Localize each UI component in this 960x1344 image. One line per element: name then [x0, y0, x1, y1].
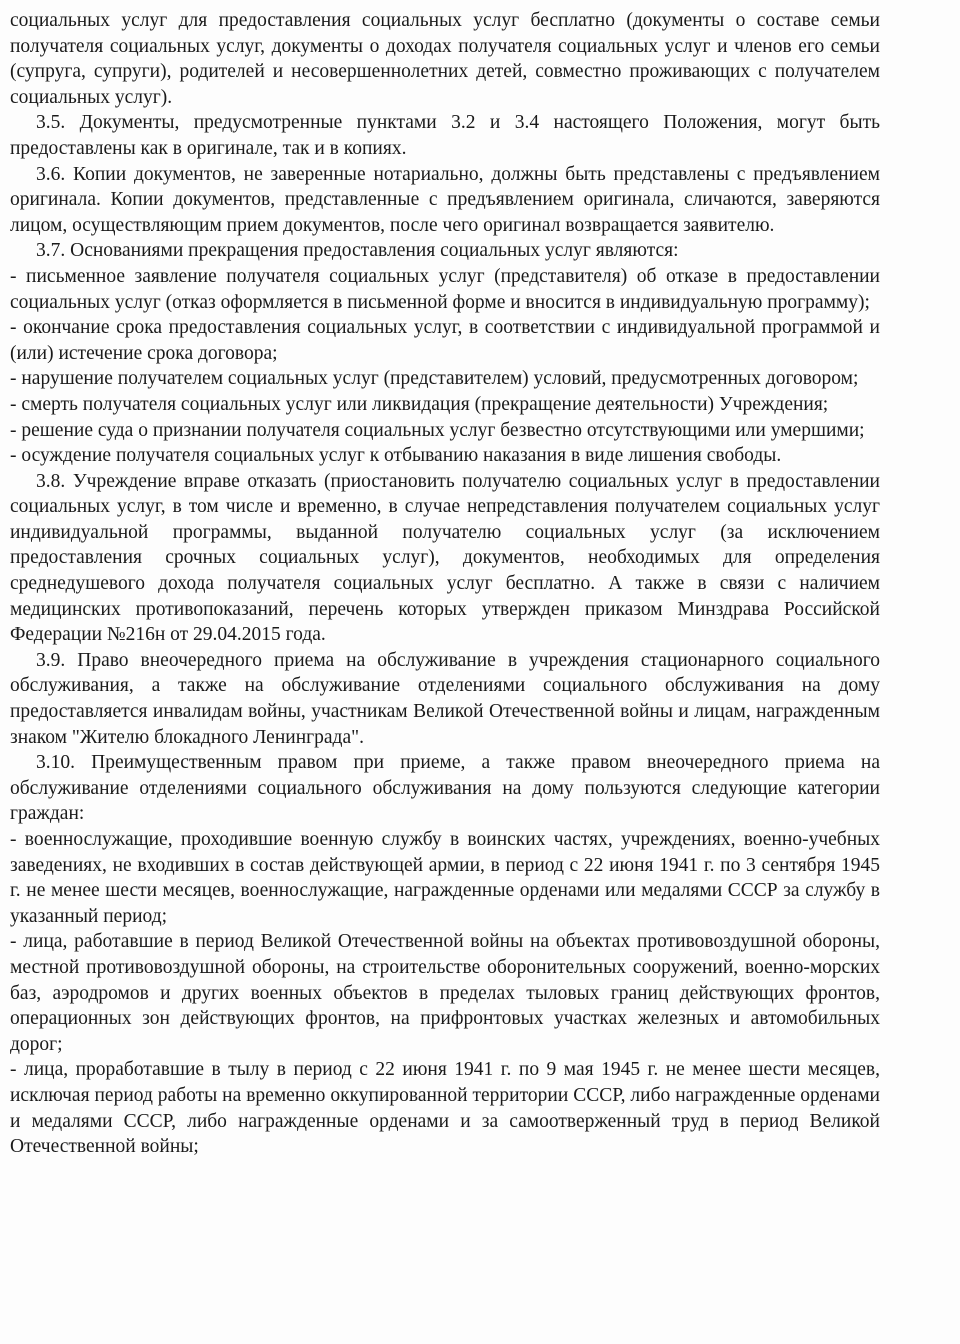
list-item-court-decision: - решение суда о признании получателя социальных услуг безвестно отсутствующими или умершими;	[10, 419, 865, 441]
list-item-written-statement: - письменное заявление получателя социальных услуг (представителя) об отказе в предоставлении социальных услуг (отказ оформляется в письменной форме и вносится в индивидуальную программу);	[10, 265, 880, 313]
list-item-term-end: - окончание срока предоставления социальных услуг, в соответствии с индивидуальной программой и (или) истечение срока договора;	[10, 317, 880, 364]
paragraph-3-9: 3.9. Право внеочередного приема на обслуживание в учреждения стационарного социального обслуживания, а также на обслуживание отделениями социального обслуживания на дому предоставляется инвалидам войны, участникам Великой Отечественной войны и лицам, награжденным знаком "Жителю блокадного Ленинграда".	[10, 649, 880, 748]
paragraph-3-5: 3.5. Документы, предусмотренные пунктами 3.2 и 3.4 настоящего Положения, могут быть предоставлены как в оригинале, так и в копиях.	[10, 112, 880, 159]
paragraph-3-6: 3.6. Копии документов, не заверенные нотариально, должны быть представлены с предъявлением оригинала. Копии документов, представленные с предъявлением оригинала, сличаются, заверяются лицом, осуществляющим прием документов, после чего оригинал возвращается заявителю.	[10, 163, 880, 236]
list-item-contract-violation: - нарушение получателем социальных услуг (представителем) условий, предусмотренных договором;	[10, 368, 859, 390]
list-item-death-liquidation: - смерть получателя социальных услуг или ликвидация (прекращение деятельности) Учреждения;	[10, 393, 829, 415]
list-item-air-defense-workers: - лица, работавшие в период Великой Отечественной войны на объектах противовоздушной обороны, местной противовоздушной обороны, на строительстве оборонительных сооружений, военно-морских баз, аэродромов и других военных объектов в пределах тыловых границ действующих фронтов, операционных зон действующих фронтов, на прифронтовых участках железных и автомобильных дорог;	[10, 931, 880, 1055]
paragraph-3-7: 3.7. Основаниями прекращения предоставления социальных услуг являются:	[36, 240, 679, 262]
list-item-home-front-workers: - лица, проработавшие в тылу в период с 22 июня 1941 г. по 9 мая 1945 г. не менее шести месяцев, исключая период работы на временно оккупированной территории СССР, либо награжденные орденами и медалями СССР, либо награжденные орденами и за самоотверженный труд в период Великой Отечественной войны;	[10, 1059, 880, 1158]
list-item-conviction: - осуждение получателя социальных услуг к отбыванию наказания в виде лишения свободы.	[10, 445, 782, 467]
paragraph-3-8: 3.8. Учреждение вправе отказать (приостановить получателю социальных услуг в предоставлении социальных услуг, в том числе и временно, в случае непредставления получателем социальных услуг индивидуальной программы, выданной получателю социальных услуг (за исключением предоставления срочных социальных услуг), документов, необходимых для определения среднедушевого дохода получателя социальных услуг бесплатно. А также в связи с наличием медицинских противопоказаний, перечень которых утвержден приказом Минздрава Российской Федерации №216н от 29.04.2015 года.	[10, 470, 880, 646]
paragraph-3-10: 3.10. Преимущественным правом при приеме, а также правом внеочередного приема на обслуживание отделениями социального обслуживания на дому пользуются следующие категории граждан:	[10, 752, 880, 825]
list-item-military-servicemen: - военнослужащие, проходившие военную службу в воинских частях, учреждениях, военно-учебных заведениях, не входивших в состав действующей армии, в период с 22 июня 1941 г. по 3 сентября 1945 г. не менее шести месяцев, военнослужащие, награжденные орденами или медалями СССР за службу в указанный период;	[10, 829, 880, 927]
paragraph-continuation: социальных услуг для предоставления социальных услуг бесплатно (документы о составе семьи получателя социальных услуг, документы о доходах получателя социальных услуг и членов его семьи (супруга, супруги), родителей и несовершеннолетних детей, совместно проживающих с получателем социальных услуг).	[10, 10, 880, 108]
